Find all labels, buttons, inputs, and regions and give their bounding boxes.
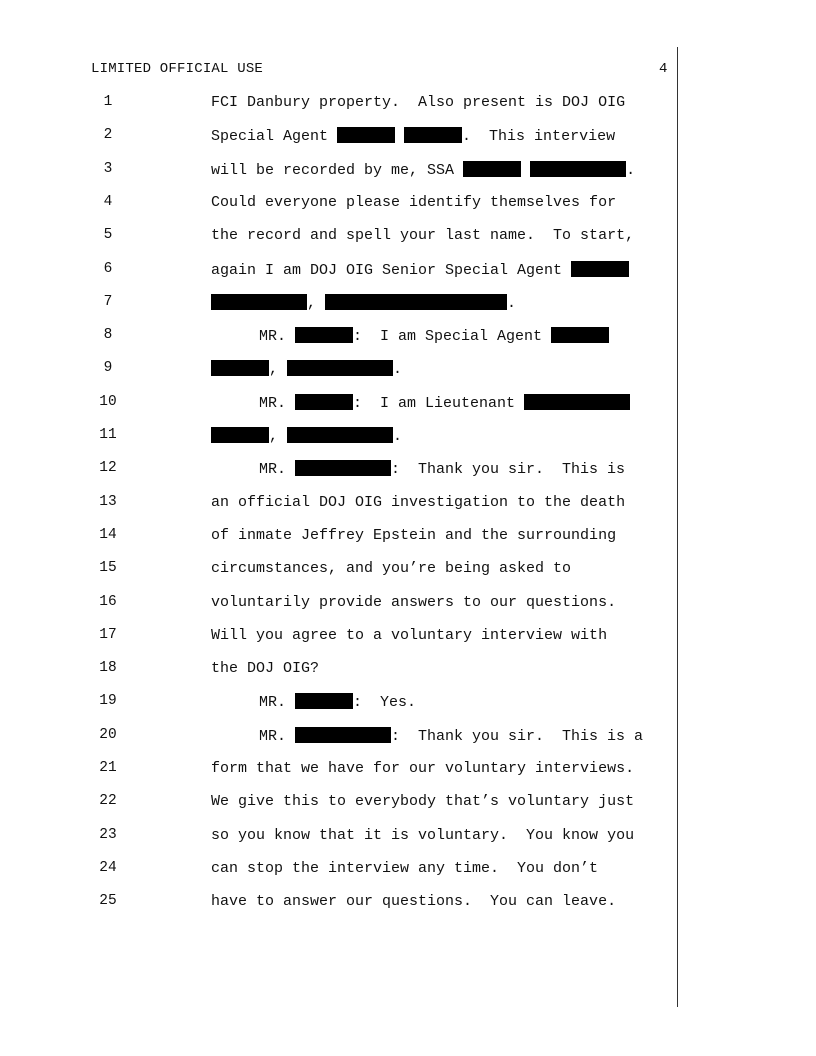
transcript-line — [0, 660, 816, 693]
transcript-line — [0, 261, 816, 294]
redaction-block — [571, 261, 629, 277]
line-text — [211, 893, 616, 910]
line-text — [211, 627, 607, 644]
text-segment: MR. — [259, 694, 296, 712]
transcript-line — [0, 860, 816, 893]
line-number: 2 — [103, 127, 113, 144]
text-segment: FCI Danbury property. Also present is DOJ OIG — [211, 94, 626, 111]
text-segment: . — [393, 361, 403, 379]
redaction-block — [524, 394, 630, 410]
transcript-line — [0, 693, 816, 726]
text-segment: can stop the interview any time. You don’t — [211, 859, 599, 877]
redaction-block — [463, 161, 521, 177]
line-text — [211, 527, 616, 544]
line-number: 19 — [99, 693, 117, 710]
line-text — [259, 327, 609, 345]
text-segment: Special Agent — [211, 128, 338, 146]
transcript-line — [0, 793, 816, 826]
line-text — [211, 294, 516, 312]
text-segment: again I am DOJ OIG Senior Special Agent — [211, 261, 572, 279]
line-text — [259, 460, 625, 478]
text-segment: . — [507, 294, 517, 312]
line-number: 5 — [103, 227, 113, 244]
text-segment: the record and spell your last name. To start, — [211, 227, 635, 245]
redaction-block — [295, 327, 353, 343]
redaction-block — [295, 727, 391, 743]
redaction-block — [530, 161, 626, 177]
text-segment: Could everyone please identify themselves for — [211, 193, 617, 211]
line-text — [211, 227, 634, 244]
transcript-line — [0, 627, 816, 660]
line-text — [211, 427, 402, 445]
line-number: 21 — [99, 760, 117, 776]
text-segment: MR. — [259, 328, 296, 346]
line-text — [211, 127, 615, 145]
line-number: 8 — [103, 327, 113, 344]
line-text — [259, 727, 643, 745]
text-segment: so you know that it is voluntary. You know you — [211, 826, 635, 844]
text-segment: : Yes. — [353, 694, 417, 712]
text-segment: : Thank you sir. This is — [391, 461, 626, 479]
line-text — [211, 94, 625, 111]
text-segment: have to answer our questions. You can leave. — [211, 893, 617, 911]
line-number: 3 — [103, 160, 113, 177]
line-number: 24 — [99, 859, 117, 876]
line-number: 16 — [99, 593, 117, 610]
text-segment: . — [393, 428, 403, 445]
transcript-line — [0, 893, 816, 926]
line-text — [211, 860, 598, 877]
text-segment: , — [307, 294, 326, 312]
text-segment: an official DOJ OIG investigation to the death — [211, 493, 626, 511]
line-text — [211, 760, 634, 777]
text-segment: : I am Special Agent — [353, 328, 552, 346]
line-text — [211, 494, 625, 511]
line-text — [211, 261, 629, 279]
text-segment: form that we have for our voluntary interviews. — [211, 760, 635, 777]
transcript-line — [0, 594, 816, 627]
redaction-block — [337, 127, 395, 143]
transcript-line — [0, 161, 816, 194]
line-number: 6 — [103, 260, 113, 277]
transcript-line — [0, 294, 816, 327]
line-number: 22 — [99, 793, 117, 810]
transcript-line — [0, 360, 816, 393]
line-number: 7 — [103, 293, 113, 310]
line-number: 4 — [103, 193, 113, 210]
line-number: 25 — [99, 893, 117, 910]
transcript-line — [0, 727, 816, 760]
text-segment: will be recorded by me, SSA — [211, 161, 464, 179]
text-segment: , — [269, 428, 288, 445]
redaction-block — [295, 394, 353, 410]
line-text — [211, 793, 634, 810]
line-text — [211, 594, 616, 611]
line-text — [211, 660, 319, 677]
line-text — [211, 360, 402, 378]
text-segment: MR. — [259, 461, 296, 479]
line-number: 15 — [99, 560, 117, 577]
line-number: 11 — [99, 427, 117, 443]
text-segment: Will you agree to a voluntary interview with — [211, 626, 608, 644]
text-segment: MR. — [259, 727, 296, 745]
redaction-block — [211, 294, 307, 310]
line-number: 12 — [99, 460, 117, 477]
text-segment: circumstances, and you’re being asked to — [211, 560, 572, 578]
redaction-block — [325, 294, 507, 310]
redaction-block — [295, 693, 353, 709]
transcript-line — [0, 394, 816, 427]
page-number: 4 — [659, 61, 668, 77]
transcript-line — [0, 94, 816, 127]
line-number: 13 — [99, 493, 117, 510]
redaction-block — [295, 460, 391, 476]
header-classification-label: LIMITED OFFICIAL USE — [91, 61, 264, 77]
transcript-line — [0, 194, 816, 227]
text-segment: voluntarily provide answers to our questions. — [211, 593, 617, 611]
text-segment: of inmate Jeffrey Epstein and the surrounding — [211, 526, 617, 544]
line-number: 23 — [99, 826, 117, 843]
text-segment: the DOJ OIG? — [211, 660, 320, 678]
text-segment: We give this to everybody that’s voluntary just — [211, 793, 635, 811]
text-segment: : I am Lieutenant — [353, 394, 525, 412]
line-text — [259, 693, 416, 711]
transcript-line — [0, 760, 816, 793]
text-segment: MR. — [259, 394, 296, 412]
text-segment — [395, 128, 404, 145]
redaction-block — [211, 427, 269, 443]
transcript-line — [0, 327, 816, 360]
transcript-line — [0, 460, 816, 493]
line-number: 9 — [103, 360, 113, 377]
text-segment: , — [269, 361, 288, 379]
line-text — [211, 194, 616, 211]
text-segment — [521, 162, 530, 179]
transcript-line — [0, 127, 816, 160]
line-text — [259, 394, 630, 412]
text-segment: . — [626, 161, 636, 179]
redaction-block — [404, 127, 462, 143]
text-segment: : Thank you sir. This is a — [391, 727, 644, 745]
line-number: 10 — [99, 393, 117, 410]
line-number: 1 — [103, 94, 113, 110]
redaction-block — [287, 360, 393, 376]
transcript-line — [0, 560, 816, 593]
transcript-line — [0, 227, 816, 260]
transcript-line — [0, 827, 816, 860]
line-number: 14 — [99, 526, 117, 543]
transcript-line — [0, 427, 816, 460]
line-text — [211, 161, 635, 179]
transcript-line — [0, 494, 816, 527]
line-number: 17 — [99, 626, 117, 643]
redaction-block — [551, 327, 609, 343]
line-number: 20 — [99, 726, 117, 743]
line-number: 18 — [99, 660, 117, 677]
redaction-block — [211, 360, 269, 376]
transcript-line — [0, 527, 816, 560]
line-text — [211, 560, 571, 577]
line-text — [211, 827, 634, 844]
text-segment: . This interview — [462, 128, 616, 146]
redaction-block — [287, 427, 393, 443]
